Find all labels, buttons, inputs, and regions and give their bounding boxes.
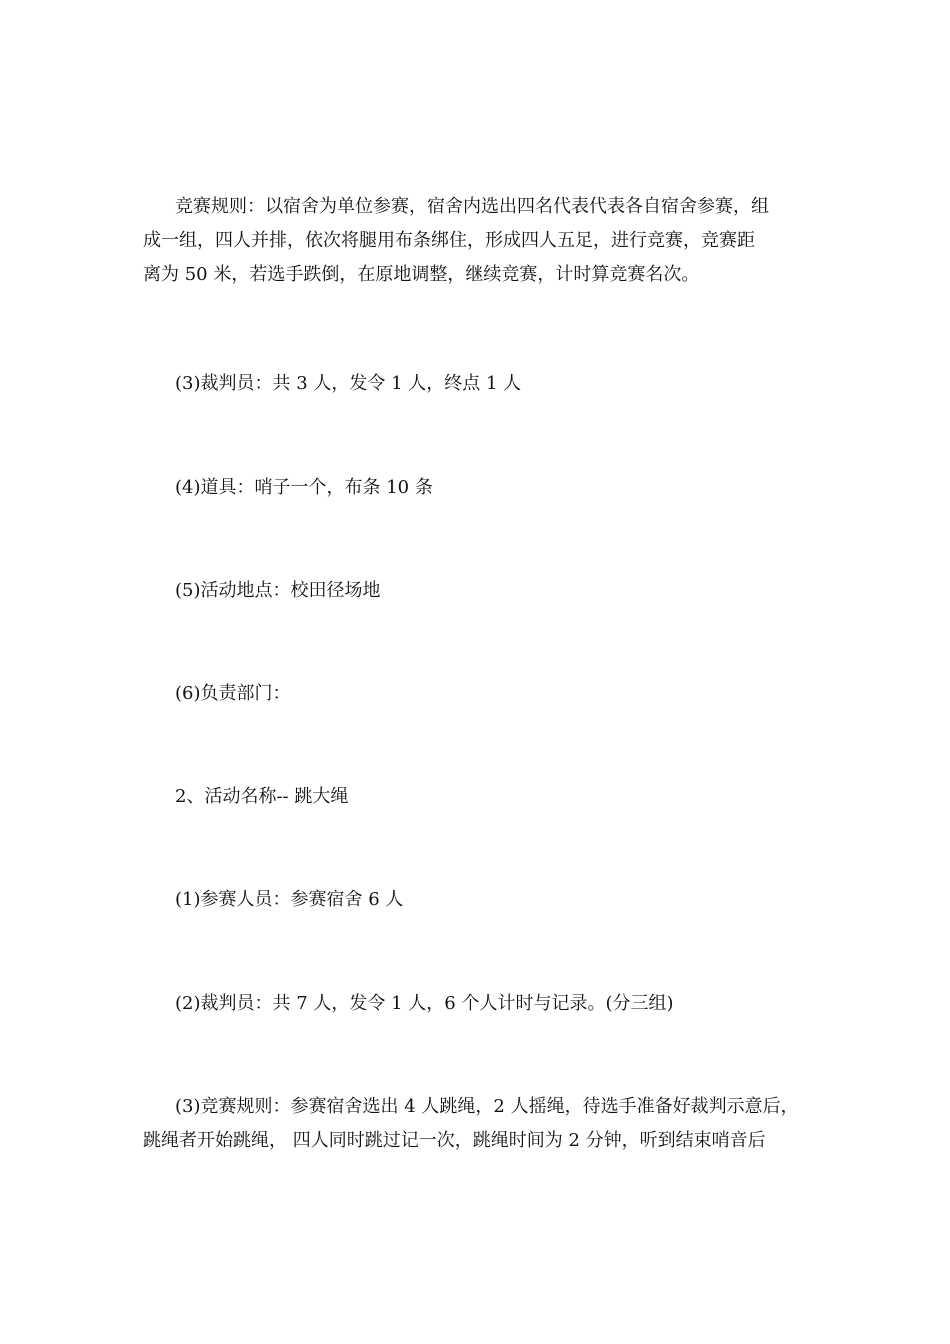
text-line: 竞赛规则：以宿舍为单位参赛，宿舍内选出四名代表代表各自宿舍参赛，组 xyxy=(175,196,769,217)
text-line: (4)道具：哨子一个，布条 10 条 xyxy=(175,477,433,498)
text-line: 成一组，四人并排，依次将腿用布条绑住，形成四人五足，进行竞赛，竞赛距 xyxy=(143,230,755,251)
text-line: (2)裁判员：共 7 人，发令 1 人，6 个人计时与记录。(分三组) xyxy=(175,993,674,1014)
department-paragraph xyxy=(143,677,823,711)
text-line: (6)负责部门： xyxy=(175,683,291,704)
jump-rope-rules-paragraph xyxy=(143,1090,823,1158)
venue-paragraph xyxy=(143,574,823,608)
text-line: 离为 50 米，若选手跌倒，在原地调整，继续竞赛，计时算竞赛名次。 xyxy=(143,264,700,285)
equipment-paragraph xyxy=(143,471,823,505)
text-line: 2、活动名称-- 跳大绳 xyxy=(175,786,349,807)
text-line: 跳绳者开始跳绳， 四人同时跳过记一次，跳绳时间为 2 分钟，听到结束哨音后 xyxy=(143,1130,766,1151)
text-line: (3)竞赛规则：参赛宿舍选出 4 人跳绳，2 人摇绳，待选手准备好裁判示意后， xyxy=(175,1096,799,1117)
participants-paragraph xyxy=(143,883,823,917)
activity-heading xyxy=(143,780,823,814)
text-line: (3)裁判员：共 3 人，发令 1 人，终点 1 人 xyxy=(175,373,522,394)
text-line: (5)活动地点：校田径场地 xyxy=(175,580,381,601)
competition-rules-paragraph xyxy=(143,190,823,292)
text-line: (1)参赛人员：参赛宿舍 6 人 xyxy=(175,889,404,910)
referee-paragraph-2 xyxy=(143,987,823,1021)
referee-paragraph xyxy=(143,367,823,401)
